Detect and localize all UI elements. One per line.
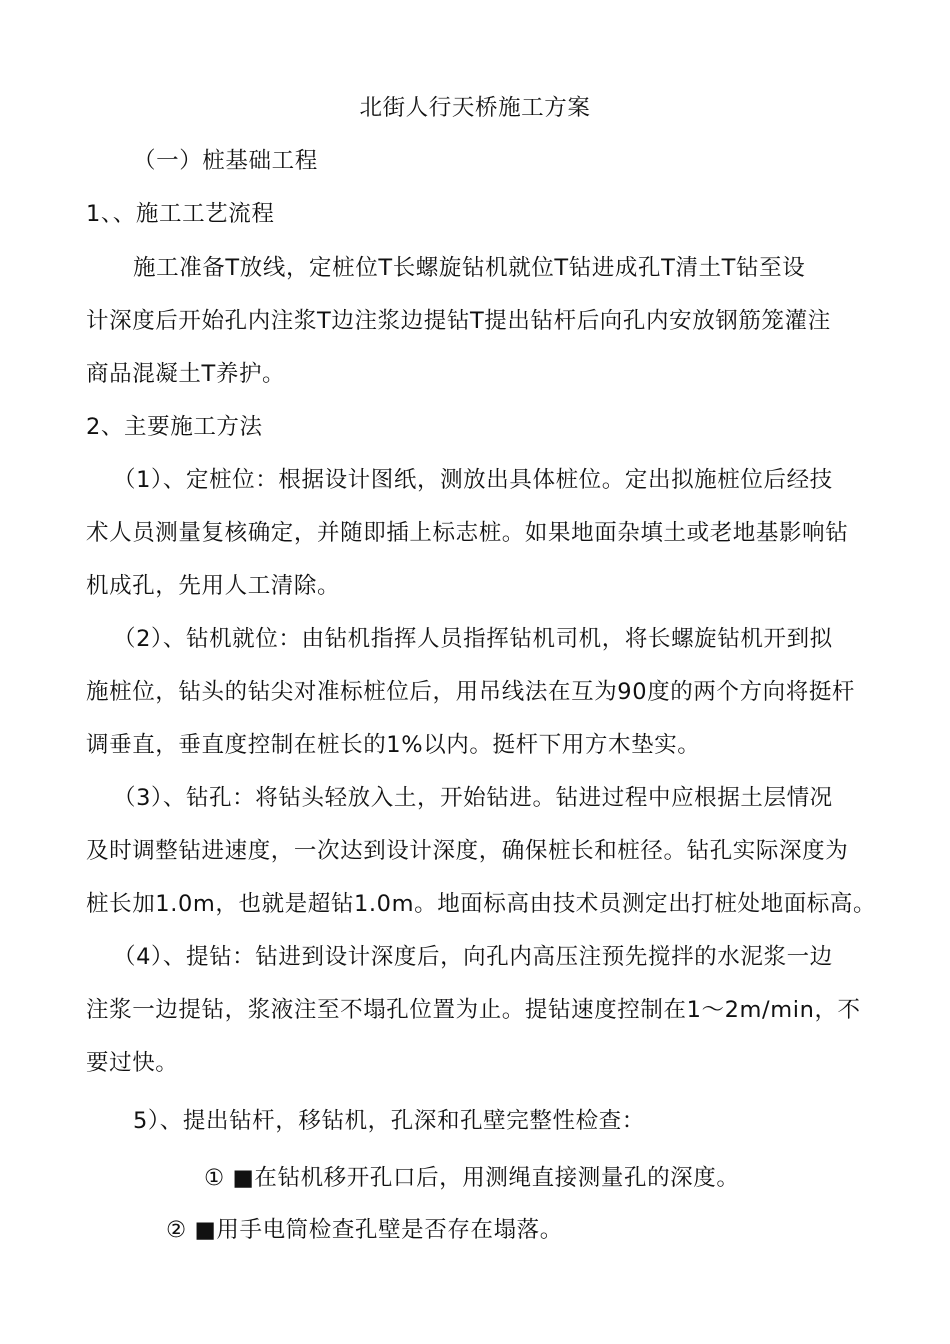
check-item-1: ① ■在钻机移开孔口后，用测绳直接测量孔的深度。 [204, 1165, 740, 1191]
step-5-line: 5）、提出钻杆，移钻机，孔深和孔壁完整性检查： [133, 1108, 645, 1134]
step-2-line-1: （2）、钻机就位：由钻机指挥人员指挥钻机司机，将长螺旋钻机开到拟 [113, 626, 833, 652]
step-4-line-3: 要过快。 [86, 1050, 179, 1076]
heading-main-methods: 2、主要施工方法 [86, 414, 263, 440]
step-1-line-1: （1）、定桩位：根据设计图纸，测放出具体桩位。定出拟施桩位后经技 [113, 467, 833, 493]
document-title: 北街人行天桥施工方案 [359, 95, 591, 121]
heading-process-flow: 1、、施工工艺流程 [86, 201, 275, 227]
section-heading-pile-foundation: （一）桩基础工程 [133, 148, 318, 174]
step-1-line-3: 机成孔，先用人工清除。 [86, 573, 341, 599]
step-4-line-1: （4）、提钻：钻进到设计深度后，向孔内高压注预先搅拌的水泥浆一边 [113, 944, 833, 970]
step-3-line-1: （3）、钻孔：将钻头轻放入土，开始钻进。钻进过程中应根据土层情况 [113, 785, 833, 811]
step-3-line-3: 桩长加1.0m，也就是超钻1.0m。地面标高由技术员测定出打桩处地面标高。 [86, 891, 877, 917]
step-4-line-2: 注浆一边提钻，浆液注至不塌孔位置为止。提钻速度控制在1〜2m/min，不 [86, 997, 861, 1023]
step-2-line-3: 调垂直，垂直度控制在桩长的1%以内。挺杆下用方木垫实。 [86, 732, 701, 758]
step-1-line-2: 术人员测量复核确定，并随即插上标志桩。如果地面杂填土或老地基影响钻 [86, 520, 849, 546]
flow-line-1: 施工准备T放线，定桩位T长螺旋钻机就位T钻进成孔T清土T钻至设 [133, 255, 806, 281]
flow-line-3: 商品混凝土T养护。 [86, 361, 286, 387]
flow-line-2: 计深度后开始孔内注浆T边注浆边提钻T提出钻杆后向孔内安放钢筋笼灌注 [86, 308, 831, 334]
step-3-line-2: 及时调整钻进速度，一次达到设计深度，确保桩长和桩径。钻孔实际深度为 [86, 838, 849, 864]
check-item-2: ② ■用手电筒检查孔壁是否存在塌落。 [166, 1217, 563, 1243]
step-2-line-2: 施桩位，钻头的钻尖对准标桩位后，用吊线法在互为90度的两个方向将挺杆 [86, 679, 856, 705]
